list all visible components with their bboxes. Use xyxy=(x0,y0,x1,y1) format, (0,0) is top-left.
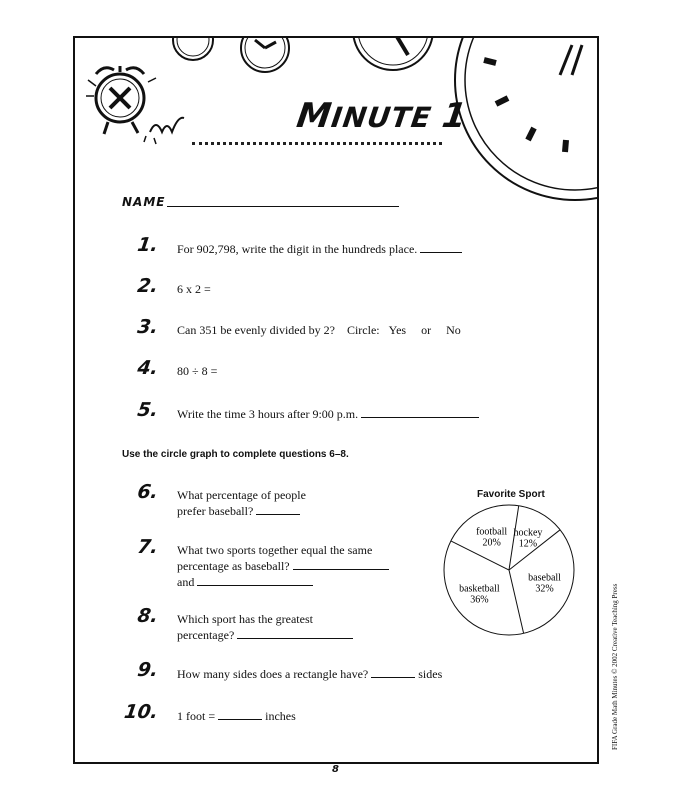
question-7: What two sports together equal the same percentage as baseball? and xyxy=(177,543,389,590)
question-number: 3. xyxy=(136,316,160,338)
pie-chart xyxy=(441,502,577,638)
big-clock-icon xyxy=(455,0,690,200)
question-number: 2. xyxy=(136,275,160,297)
question-6: What percentage of people prefer baseball? xyxy=(177,488,306,518)
question-number: 4. xyxy=(136,357,160,379)
page-title: MINUTE 1 xyxy=(294,96,470,136)
answer-blank[interactable] xyxy=(420,241,462,253)
answer-blank[interactable] xyxy=(371,666,415,678)
question-2: 6 x 2 = xyxy=(177,282,211,296)
slice-value-label: 32% xyxy=(535,583,554,595)
instruction-text: Use the circle graph to complete questions 6–8. xyxy=(122,449,349,460)
question-8: Which sport has the greatest percentage? xyxy=(177,612,353,643)
clock-icon xyxy=(173,20,213,60)
question-number: 6. xyxy=(136,481,160,503)
question-number: 8. xyxy=(136,605,160,627)
slice-value-label: 20% xyxy=(482,537,501,549)
slice-value-label: 36% xyxy=(470,594,489,606)
slice-label: football xyxy=(476,526,508,538)
slice-label: hockey xyxy=(513,527,543,539)
question-3: Can 351 be evenly divided by 2? Circle: Yes or No xyxy=(177,323,461,337)
question-1: For 902,798, write the digit in the hundreds place. xyxy=(177,241,462,257)
question-4: 80 ÷ 8 = xyxy=(177,364,218,378)
chart-title: Favorite Sport xyxy=(477,489,545,500)
answer-blank[interactable] xyxy=(293,558,389,570)
question-10: 1 foot = inches xyxy=(177,709,296,723)
name-field[interactable] xyxy=(167,206,399,207)
option-yes[interactable]: Yes xyxy=(388,323,407,337)
answer-blank[interactable] xyxy=(256,503,300,515)
answer-blank[interactable] xyxy=(237,627,353,639)
question-number: 7. xyxy=(136,536,160,558)
answer-blank[interactable] xyxy=(218,708,262,720)
slice-label: baseball xyxy=(528,572,561,584)
answer-blank[interactable] xyxy=(361,406,479,418)
question-number: 9. xyxy=(136,659,160,681)
option-no[interactable]: No xyxy=(446,323,461,337)
clock-icon xyxy=(353,0,433,70)
question-9: How many sides does a rectangle have? sides xyxy=(177,667,443,681)
question-number: 5. xyxy=(136,399,160,421)
question-number: 1. xyxy=(136,234,160,256)
question-5: Write the time 3 hours after 9:00 p.m. xyxy=(177,406,479,422)
slice-value-label: 12% xyxy=(518,538,538,550)
answer-blank[interactable] xyxy=(197,574,313,586)
slice-label: basketball xyxy=(459,583,500,595)
title-underline xyxy=(192,142,442,145)
page-number: 8 xyxy=(332,764,339,775)
question-number: 10. xyxy=(122,701,160,723)
name-label: NAME xyxy=(122,195,166,209)
